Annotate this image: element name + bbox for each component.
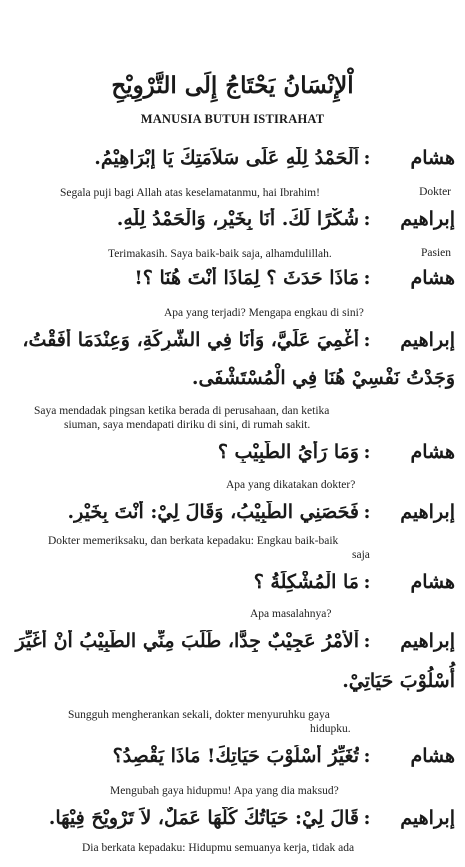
arabic-text: وَمَا رَأْيُ الطَّبِيْبِ ؟	[217, 441, 359, 463]
translation: Terimakasih. Saya baik-baik saja, alhamdulillah.	[108, 248, 332, 260]
dialog-line-4	[7, 325, 455, 355]
arabic-text: قَالَ لِيْ: حَيَاتُكَ كُلُّهَا عَمَلٌ، لاَ تَرْوِيْحَ فِيْهَا.	[48, 807, 359, 829]
speaker-name: إبراهيم	[400, 329, 455, 351]
arabic-text-continued: وَجَدْتُ نَفْسِيْ هُنَا فِي الْمُسْتَشْفَى.	[191, 367, 455, 389]
colon: :	[363, 630, 371, 652]
speaker-name: هشام	[410, 441, 455, 463]
dialog-line-1	[7, 143, 455, 173]
arabic-text: أُغْمِيَ عَلَيَّ، وَأَنَا فِي الشَّرِكَةِ، وَعِنْدَمَا أَفَقْتُ،	[22, 329, 359, 351]
speaker-name: هشام	[410, 267, 455, 289]
speaker-name: إبراهيم	[400, 208, 455, 230]
colon: :	[363, 267, 371, 289]
colon: :	[363, 147, 371, 169]
colon: :	[363, 208, 371, 230]
colon: :	[363, 745, 371, 767]
speaker-name: إبراهيم	[400, 807, 455, 829]
translation: Apa yang terjadi? Mengapa engkau di sini?	[164, 307, 364, 319]
translation: Dia berkata kepadaku: Hidupmu semuanya kerja, tidak ada	[82, 842, 355, 854]
translation: Mengubah gaya hidupmu! Apa yang dia maksud?	[110, 785, 339, 797]
colon: :	[363, 329, 371, 351]
dialog-line-2	[7, 204, 455, 234]
arabic-text: فَحَصَنِي الطَّبِيْبُ، وَقَالَ لِيْ: أَنْتَ بِخَيْرٍ.	[67, 501, 359, 523]
role-doctor: Dokter	[419, 186, 451, 198]
arabic-title: اْلإِنْسَانُ يَحْتَاجُ إِلَى التَّرْوِيْحِ	[111, 72, 354, 99]
translation: Dokter memeriksaku, dan berkata kepadaku: Engkau baik-baik	[48, 535, 339, 547]
colon: :	[363, 501, 371, 523]
colon: :	[363, 807, 371, 829]
arabic-text: شُكْرًا لَكَ. أَنَا بِخَيْرٍ، وَالْحَمْدُ لِلّٰهِ.	[116, 208, 359, 230]
translation-continued: saja	[352, 549, 370, 561]
speaker-name: هشام	[410, 147, 455, 169]
speaker-name: هشام	[410, 745, 455, 767]
colon: :	[363, 571, 371, 593]
speaker-name: إبراهيم	[400, 630, 455, 652]
dialog-line-3	[7, 263, 455, 293]
arabic-text: اْلأَمْرُ عَجِيْبٌ جِدًّا، طَلَبَ مِنِّي الطَّبِيْبُ أَنْ أُغَيِّرَ	[15, 630, 359, 652]
translation: Apa masalahnya?	[250, 608, 332, 620]
arabic-text: تُغَيِّرُ أُسْلُوْبَ حَيَاتِكَ! مَاذَا يَقْصِدُ؟	[112, 745, 359, 767]
colon: :	[363, 441, 371, 463]
arabic-text: مَا الْمُشْكِلَةُ ؟	[253, 571, 359, 593]
dialog-line-9	[7, 741, 455, 771]
dialog-line-10	[7, 803, 455, 833]
arabic-text-continued: أُسْلُوْبَ حَيَاتِيْ.	[342, 670, 455, 692]
role-patient: Pasien	[420, 247, 451, 259]
dialog-line-6	[7, 497, 455, 527]
translation: Segala puji bagi Allah atas keselamatanmu, hai Ibrahim!	[60, 187, 320, 199]
translation: Sungguh mengherankan sekali, dokter menyuruhku gaya	[68, 709, 330, 721]
translation-continued: hidupku.	[310, 723, 351, 735]
translation: Saya mendadak pingsan ketika berada di perusahaan, dan ketika	[34, 405, 330, 417]
arabic-text: مَاذَا حَدَثَ ؟ لِمَاذَا أَنْتَ هُنَا ؟!	[134, 267, 359, 289]
dialog-line-7	[7, 567, 455, 597]
indonesian-title: MANUSIA BUTUH ISTIRAHAT	[140, 112, 325, 126]
speaker-name: هشام	[410, 571, 455, 593]
arabic-text: اَلْحَمْدُ لِلّٰهِ عَلَى سَلاَمَتِكَ يَا إِبْرَاهِيْمُ.	[94, 147, 359, 169]
translation-continued: siuman, saya mendapati diriku di sini, di rumah sakit.	[64, 419, 311, 431]
dialog-line-8	[7, 626, 455, 656]
speaker-name: إبراهيم	[400, 501, 455, 523]
translation: Apa yang dikatakan dokter?	[226, 479, 356, 491]
dialog-line-5	[7, 437, 455, 467]
